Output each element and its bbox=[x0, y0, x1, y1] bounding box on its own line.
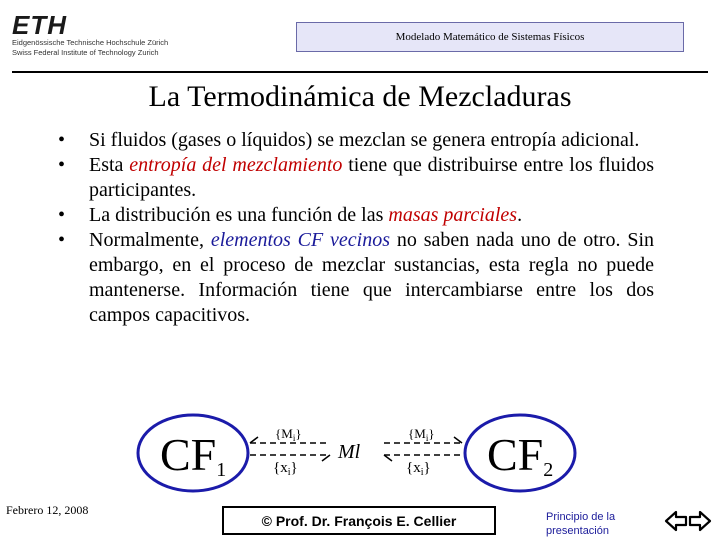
bullet-dot: • bbox=[58, 204, 66, 226]
bullet-text: masas parciales bbox=[388, 204, 518, 226]
eth-logo bbox=[12, 12, 192, 58]
course-title: Modelado Matemático de Sistemas Físicos bbox=[395, 31, 585, 43]
bullet-list bbox=[58, 128, 654, 328]
bond-graph-diagram bbox=[0, 410, 720, 496]
bullet-text: . bbox=[517, 204, 523, 226]
bullet-item bbox=[58, 153, 654, 203]
bullet-text: La distribución es una función de las bbox=[89, 204, 389, 226]
start-link-line2: presentación bbox=[546, 525, 609, 537]
bullet-dot: • bbox=[58, 154, 66, 176]
start-link-line1: Principio de la bbox=[546, 511, 616, 523]
course-title-box bbox=[296, 22, 684, 52]
slide-date: Febrero 12, 2008 bbox=[6, 503, 89, 517]
bullet-text: Esta bbox=[89, 154, 130, 176]
ml-label: Ml bbox=[338, 441, 361, 463]
cf1-label: CF1 bbox=[160, 429, 227, 481]
copyright-box bbox=[222, 506, 496, 535]
start-presentation-link[interactable] bbox=[546, 510, 642, 538]
left-bottom-label: $\{x_i\}$ bbox=[273, 460, 298, 478]
left-upper-arrow bbox=[250, 437, 258, 443]
bullet-text: Normalmente, bbox=[89, 229, 211, 251]
bullet-text: entropía del mezclamiento bbox=[129, 154, 343, 176]
bullet-dot: • bbox=[58, 129, 66, 151]
right-upper-arrow bbox=[454, 437, 462, 443]
left-lower-arrow bbox=[322, 455, 330, 461]
bullet-item bbox=[58, 203, 654, 228]
eth-name-german: Eidgenössische Technische Hochschule Zürich bbox=[12, 38, 169, 47]
header-divider bbox=[12, 71, 708, 73]
bullet-dot: • bbox=[58, 229, 66, 251]
right-lower-arrow bbox=[384, 455, 392, 461]
bullet-text: tiene que distribuirse entre los fluidos participantes. bbox=[89, 154, 655, 201]
bullet-text: elementos CF vecinos bbox=[210, 229, 391, 251]
bullet-text: Si fluidos (gases o líquidos) se mezclan se genera entropía adicional. bbox=[89, 129, 640, 151]
bullet-item bbox=[58, 128, 654, 153]
eth-name-english: Swiss Federal Institute of Technology Zurich bbox=[12, 48, 159, 57]
right-top-label: $\{M_i\}$ bbox=[408, 426, 435, 443]
right-bottom-label: $\{x_i\}$ bbox=[406, 460, 431, 478]
cf2-label: CF2 bbox=[487, 429, 554, 481]
copyright-text: © Prof. Dr. François E. Cellier bbox=[261, 512, 457, 529]
left-top-label: $\{M_i\}$ bbox=[275, 426, 302, 443]
back-forward-arrows-icon[interactable] bbox=[664, 508, 712, 534]
eth-wordmark: ETH bbox=[12, 10, 67, 40]
bullet-text: no saben nada uno de otro. Sin embargo, en el proceso de mezclar sustancias, esta regla no puede mantenerse. Información tiene que intercambiarse entre los dos campos capacitivos. bbox=[89, 229, 654, 326]
slide-title: La Termodinámica de Mezcladuras bbox=[148, 80, 572, 113]
bullet-item bbox=[58, 228, 654, 328]
